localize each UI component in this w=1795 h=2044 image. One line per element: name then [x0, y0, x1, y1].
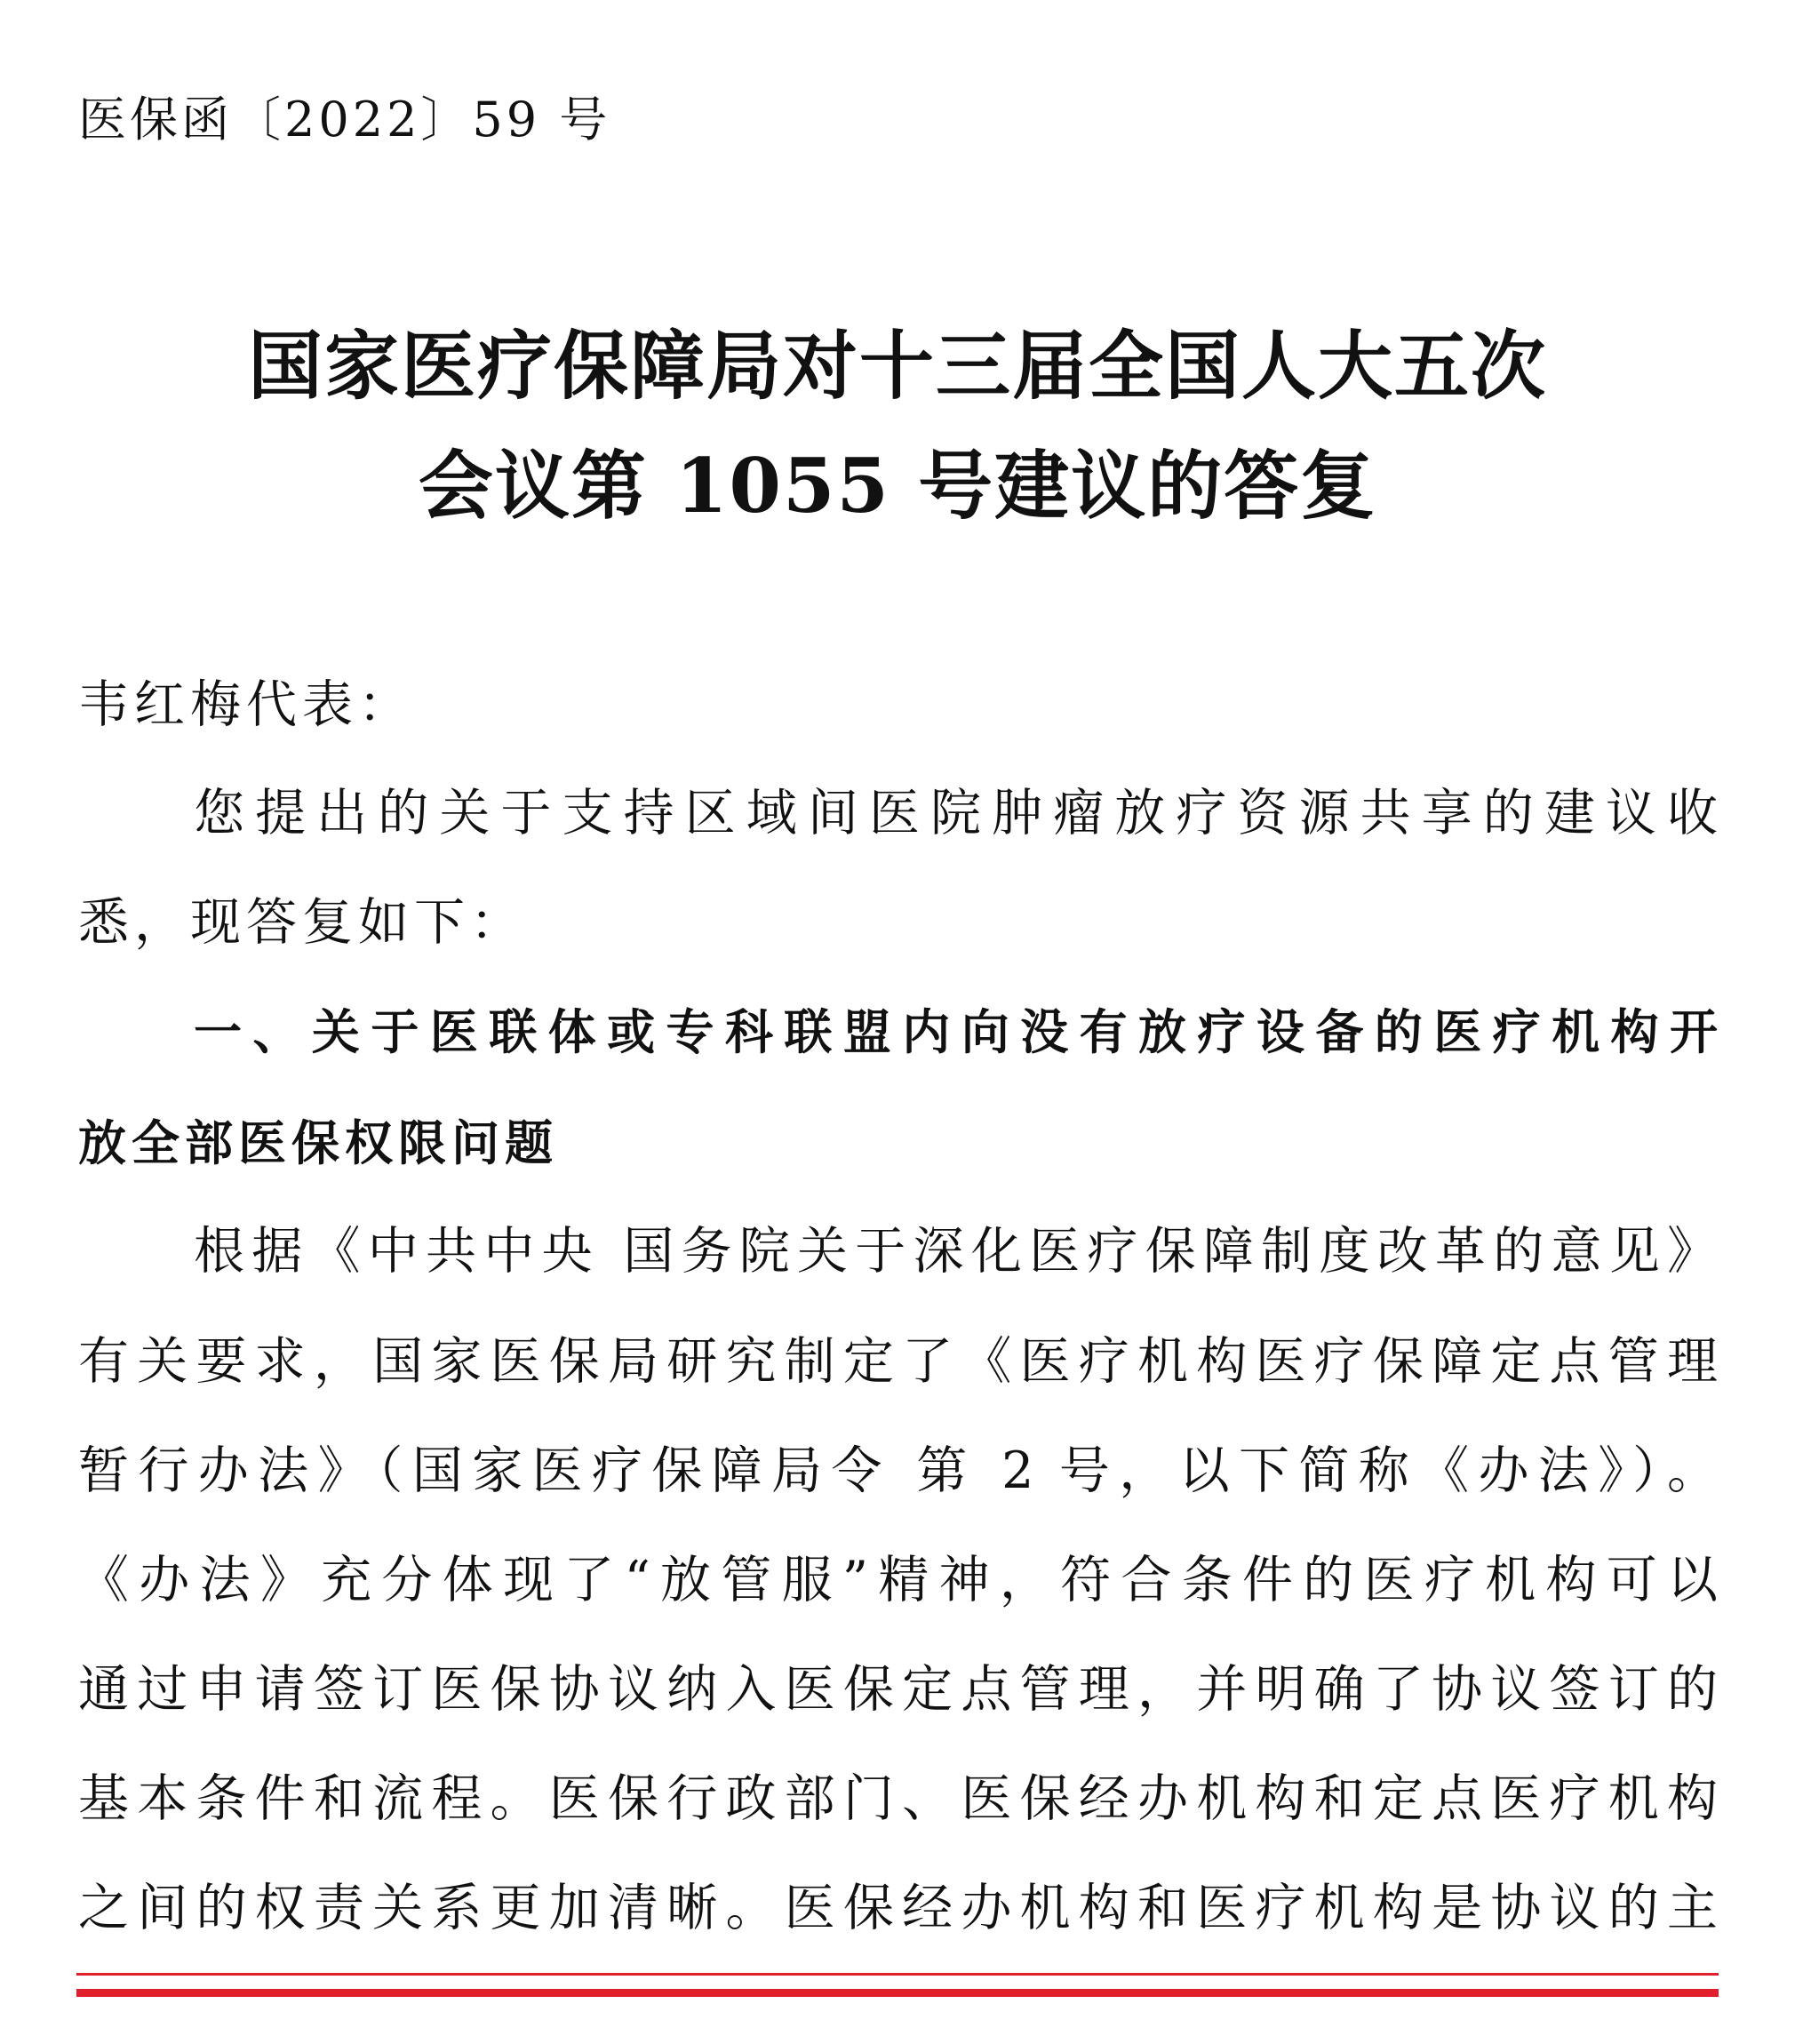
footer-rule-thick	[76, 1989, 1719, 1997]
paragraph-line: 暂行办法》（国家医疗保障局令 第 2 号，以下简称《办法》）。	[78, 1441, 1718, 1500]
paragraph-line: 根据《中共中央 国务院关于深化医疗保障制度改革的意见》	[194, 1222, 1718, 1281]
paragraph-line: 之间的权责关系更加清晰。医保经办机构和医疗机构是协议的主	[78, 1879, 1718, 1937]
intro-paragraph-line: 您提出的关于支持区域间医院肿瘤放疗资源共享的建议收	[194, 784, 1718, 842]
intro-paragraph-line: 悉，现答复如下：	[78, 893, 526, 952]
document-title-line-2: 会议第 1055 号建议的答复	[418, 442, 1377, 530]
paragraph-line: 有关要求，国家医保局研究制定了《医疗机构医疗保障定点管理	[78, 1332, 1718, 1391]
paragraph-line: 通过申请签订医保协议纳入医保定点管理，并明确了协议签订的	[78, 1660, 1718, 1719]
footer-rule-thin	[76, 1973, 1719, 1976]
salutation: 韦红梅代表：	[78, 675, 414, 734]
document-title-line-1: 国家医疗保障局对十三届全国人大五次	[247, 322, 1547, 410]
paragraph-line: 基本条件和流程。医保行政部门、医保经办机构和定点医疗机构	[78, 1769, 1718, 1828]
section-heading-line: 放全部医保权限问题	[78, 1115, 558, 1171]
document-number: 医保函〔2022〕59 号	[78, 92, 611, 148]
section-heading-line: 一、关于医联体或专科联盟内向没有放疗设备的医疗机构开	[194, 1004, 1718, 1060]
paragraph-line: 《办法》充分体现了“放管服”精神，符合条件的医疗机构可以	[78, 1551, 1718, 1609]
